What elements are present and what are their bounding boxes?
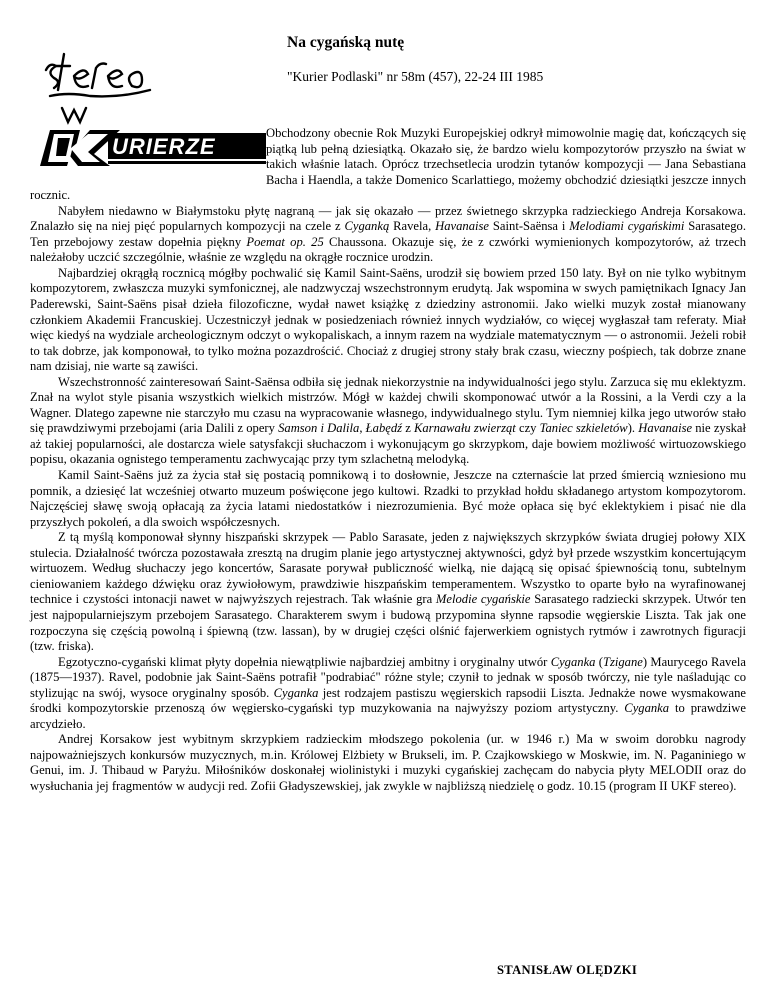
article-paragraph — [30, 655, 746, 733]
text-run: ( — [595, 654, 603, 669]
italic-title: Samson i Dalila — [278, 421, 360, 436]
article-paragraph — [30, 468, 746, 530]
italic-title: Havanaise — [435, 219, 490, 234]
italic-title: Poemat op. 25 — [246, 234, 324, 249]
text-run: nie zyskał aż takiej popularności, ale dostarcza wiele satysfakcji słuchaczom i wykonującym go skrzypkom, daje bowiem możliwość wirtuozowskiego popisu, okazania ognistego temperamentu zachwycając przy tym szlachetną melodyką. — [30, 421, 746, 467]
text-run: Chaussona. Okazuje się, że z czwórki wymienionych kompozytorów, aż trzech należałoby uczcić szczególnie, właśnie ze względu na okrągłe rocznice urodzin. — [30, 234, 746, 265]
text-run: jest rodzajem pastiszu węgierskich rapsodii Liszta. Jednakże nowe wysmakowane środki kompozytorskie przenoszą ów węgiersko-cygański typ muzykowania na najwyższy poziom artystyczny. — [30, 685, 746, 716]
text-run: Sarasatego radziecki skrzypek. Utwór ten jest najpopularniejszym przebojem Sarasatego. Charakterem swym i budową przypomina słynne rapsodie węgierskie Liszta. Tak jak one rozpoczyna się częścią powolną i śpiewną (tzw. lassan), by w drugiej części olśnić fajerwerkiem ognistych rytmów i zawrotnych figuracji (tzw. friska). — [30, 592, 746, 654]
text-run: Egzotyczno-cygański klimat płyty dopełnia niewątpliwie najbardziej ambitny i oryginalny utwór — [58, 654, 551, 669]
text-run: ) Maurycego Ravela (1875—1937). Ravel, podobnie jak Saint-Saëns potrafił "podrabiać" różne style; czynił to jednak w sposób twórczy, nie tyle naśladując co stylizując na swój, wysoce oryginalny sposób. — [30, 654, 747, 700]
italic-title: Cyganka — [550, 654, 596, 669]
article-body — [30, 126, 746, 795]
article-paragraph — [30, 732, 746, 794]
text-run: Saint-Saënsa i — [489, 219, 570, 234]
article-paragraph — [30, 266, 746, 375]
text-run: czy — [515, 421, 540, 436]
italic-title: Cyganka — [624, 701, 670, 716]
text-run: ). — [627, 421, 639, 436]
article-paragraph — [30, 204, 746, 266]
text-run: to prawdziwe arcydzieło. — [30, 701, 746, 731]
text-run: , — [359, 421, 366, 436]
text-run: Wszechstronność zainteresowań Saint-Saënsa odbiła się jednak niekorzystnie na indywidualności jego stylu. Zarzuca się mu eklektyzm. Znał na wylot style pisania wszystkich wielkich mistrzów. Mógł w każdej chwili skomponować utwór a la Rossini, a la Verdi czy a la Wagner. Dlatego zapewne nie starczyło mu czasu na wypracowanie własnego, indywidualnego stylu. Tym niemniej kilka jego utworów stało się prawdziwymi przebojami (aria Dalili z opery — [30, 374, 746, 436]
italic-title: Cyganką — [344, 219, 390, 234]
text-run: Najbardziej okrągłą rocznicą mógłby pochwalić się Kamil Saint-Saëns, urodził się bowiem przed 150 laty. Był on nie tylko wybitnym kompozytorem, zwłaszcza muzyki symfonicznej, ale nadzwyczaj wszechstronnym erudytą. Jak wspomina w swych pamiętnikach Ignacy Jan Paderewski, Saint-Saëns pisał dzieła filozoficzne, wydał nawet książkę z dziedziny astronomii. Jako wielki muzyk został mianowany członkiem Akademii Francuskiej. Uczestniczył jednak w posiedzeniach również innych wydziałów, co więcej wygłaszał tam referaty. Miał więc kiedyś na wydziale archeologicznym odczyt o wykopaliskach, a innym razem na wydziale matematycznym — o astronomii. Jeżeli robił to tak dobrze, jak komponował, to tylko można pozazdrościć. Chociaż z drugiej strony stały brak czasu, wieczny pośpiech, tak dobrze znane nam dzisiaj, nie warte są zawiści. — [30, 265, 746, 374]
italic-title: Łabędź — [365, 421, 403, 436]
article-source: "Kurier Podlaski" nr 58m (457), 22-24 III 1985 — [287, 69, 544, 84]
article-author: STANISŁAW OLĘDZKI — [497, 963, 638, 977]
italic-title: Tzigane — [602, 654, 643, 669]
text-run: Nabyłem niedawno w Białymstoku płytę nagraną — jak się okazało — przez świetnego skrzypka radzieckiego Andreja Korsakowa. Znalazło się na niej pięć popularnych kompozycji na czele z — [30, 203, 746, 234]
italic-title: Melodiami cygańskimi — [569, 219, 685, 234]
text-run: Ravela, — [389, 219, 436, 234]
article-paragraph — [30, 375, 746, 468]
svg-text:URIERZE: URIERZE — [112, 134, 216, 159]
italic-title: Taniec szkieletów — [539, 421, 628, 436]
italic-title: Cyganka — [273, 685, 319, 700]
text-run: Andrej Korsakow jest wybitnym skrzypkiem radzieckim młodszego pokolenia (ur. w 1946 r.) Ma w swoim dorobku nagrody najpoważniejszych konkursów muzycznych, m.in. Królowej Elżbiety w Brukseli, im. P. Czajkowskiego w Moskwie, im. N. Paganiniego w Genui, im. J. Thibaud w Paryżu. Miłośników doskonałej wiolinistyki i muzyki cygańskiej zachęcam do nabycia płyty MELODII oraz do wysłuchania jej fragmentów w audycji red. Zofii Gładyszewskiej, jak zwykle w najbliższą niedzielę o godz. 10.15 (program II UKF stereo). — [30, 732, 746, 793]
logo-wrap-spacer — [30, 126, 260, 186]
text-run: Z tą myślą komponował słynny hiszpański skrzypek — Pablo Sarasate, jeden z największych skrzypków świata drugiej połowy XIX stulecia. Działalność twórcza pozostawała zresztą na drugim planie jego artystycznej aktywności, gdyż był przede wszystkim koncertującym wirtuozem. Według słuchaczy jego koncertów, Sarasate porywał publiczność wielką, nie dającą się opisać śpiewnością tonu, subtelnym cieniowaniem każdego dźwięku oraz żywiołowym, prawdziwie hiszpańskim temperamentem. Wszystko to oparte było na wyrafinowanej technice i czystości intonacji nawet w najwyższych rejestrach. Tak właśnie gra — [30, 530, 746, 607]
italic-title: Karnawału zwierząt — [413, 421, 516, 436]
italic-title: Melodie cygańskie — [435, 592, 531, 607]
article-paragraph — [30, 530, 746, 654]
text-run: z — [402, 421, 414, 436]
text-run: Obchodzony obecnie Rok Muzyki Europejskiej odkrył mimowolnie magię dat, kończących się piątką lub pełną dziesiątką. Okazało się, że bardzo wielu kompozytorów przyszło na świat w takich właśnie latach. Oprócz trzechsetlecia urodzin tytanów kompozycji — Jana Sebastiana Bacha i Haendla, a także Domenico Scarlattiego, możemy obchodzić dziesiątki jeszcze innych rocznic. — [30, 126, 746, 203]
text-run: Kamil Saint-Saëns już za życia stał się postacią pomnikową i to dosłownie, Jeszcze na czternaście lat przed śmiercią wzniesiono mu pomnik, a dziesięć lat wcześniej otwarto muzeum poświęcone jego kultowi. Rzadki to przykład hołdu składanego artystom kompozytorom. Najczęściej sławę swoją opłacają za życia latami niedostatków i niezrozumienia. Być może opłaca się być eklektykiem i pisać nie dla przyszłych pokoleń, a dla swoich współczesnych. — [30, 468, 746, 529]
text-run: Sarasatego. Ten przebojowy zestaw dopełnia piękny — [30, 219, 746, 249]
italic-title: Havanaise — [638, 421, 693, 436]
article-title: Na cygańską nutę — [287, 34, 405, 51]
